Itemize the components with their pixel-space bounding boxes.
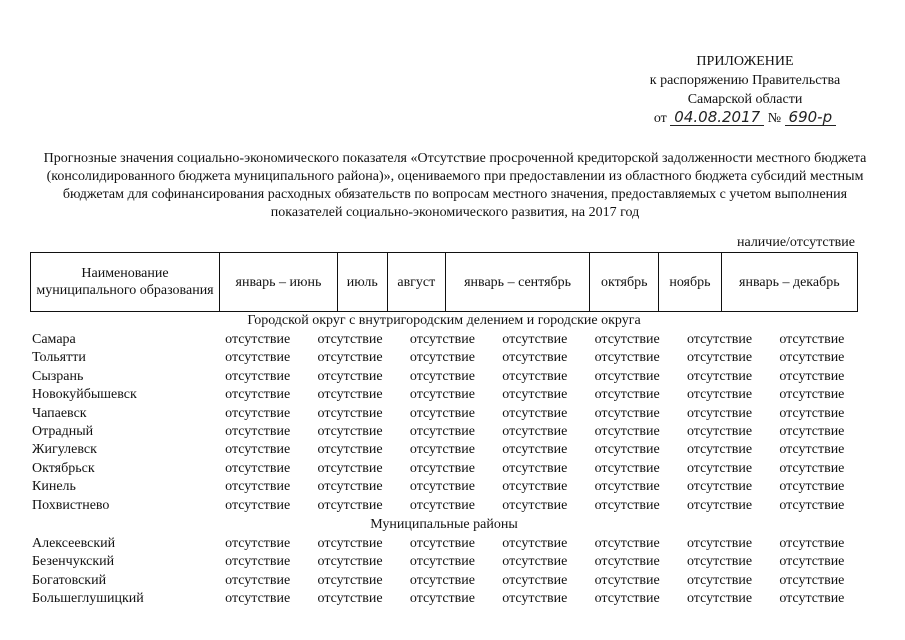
value-cell: отсутствие bbox=[225, 387, 291, 403]
value-cell: отсутствие bbox=[317, 479, 383, 495]
column-header-jul: июль bbox=[337, 253, 387, 312]
value-cell: отсутствие bbox=[409, 442, 475, 458]
value-cell: отсутствие bbox=[409, 350, 475, 366]
number-prefix: № bbox=[767, 111, 782, 126]
value-cell: отсутствие bbox=[317, 387, 383, 403]
value-cell: отсутствие bbox=[779, 572, 845, 588]
value-cell: отсутствие bbox=[225, 405, 291, 421]
value-cell: отсутствие bbox=[686, 423, 753, 439]
header-row bbox=[31, 253, 858, 312]
value-cell: отсутствие bbox=[317, 497, 383, 513]
value-cell: отсутствие bbox=[779, 460, 845, 476]
table-row bbox=[30, 349, 858, 367]
section-title-municipal-districts: Муниципальные районы bbox=[370, 517, 518, 532]
value-cell: отсутствие bbox=[409, 572, 475, 588]
value-cell: отсутствие bbox=[409, 554, 475, 570]
section-title-city-districts: Городской округ с внутригородским делением и городские округа bbox=[247, 313, 641, 328]
value-cell: отсутствие bbox=[317, 405, 383, 421]
table-row bbox=[30, 497, 858, 515]
unit-label: наличие/отсутствие bbox=[736, 235, 855, 250]
municipality-name: Октябрьск bbox=[32, 460, 95, 476]
value-cell: отсутствие bbox=[779, 423, 845, 439]
value-cell: отсутствие bbox=[502, 572, 568, 588]
value-cell: отсутствие bbox=[686, 591, 753, 607]
value-cell: отсутствие bbox=[594, 387, 660, 403]
appendix-line-1: к распоряжению Правительства bbox=[649, 73, 841, 88]
value-cell: отсутствие bbox=[686, 350, 753, 366]
value-cell: отсутствие bbox=[594, 368, 660, 384]
value-cell: отсутствие bbox=[779, 554, 845, 570]
table-row bbox=[30, 478, 858, 496]
value-cell: отсутствие bbox=[225, 591, 291, 607]
value-cell: отсутствие bbox=[594, 536, 660, 551]
value-cell: отсутствие bbox=[317, 591, 383, 607]
value-cell: отсутствие bbox=[225, 332, 291, 347]
appendix-line-2: Самарской области bbox=[687, 92, 803, 107]
value-cell: отсутствие bbox=[594, 442, 660, 458]
value-cell: отсутствие bbox=[225, 423, 291, 439]
value-cell: отсутствие bbox=[779, 479, 845, 495]
table-row bbox=[30, 590, 858, 608]
value-cell: отсутствие bbox=[594, 554, 660, 570]
table-row bbox=[30, 572, 858, 590]
value-cell: отсутствие bbox=[594, 591, 660, 607]
municipality-name: Похвистнево bbox=[32, 497, 110, 513]
value-cell: отсутствие bbox=[317, 332, 383, 347]
value-cell: отсутствие bbox=[317, 368, 383, 384]
value-cell: отсутствие bbox=[686, 405, 753, 421]
value-cell: отсутствие bbox=[594, 497, 660, 513]
municipality-name: Жигулевск bbox=[32, 442, 97, 458]
value-cell: отсутствие bbox=[409, 479, 475, 495]
value-cell: отсутствие bbox=[502, 497, 568, 513]
value-cell: отсутствие bbox=[225, 368, 291, 384]
value-cell: отсутствие bbox=[686, 572, 753, 588]
value-cell: отсутствие bbox=[594, 572, 660, 588]
value-cell: отсутствие bbox=[225, 536, 291, 551]
value-cell: отсутствие bbox=[225, 460, 291, 476]
column-header-jan-jun: январь – июнь bbox=[220, 253, 338, 312]
value-cell: отсутствие bbox=[502, 460, 568, 476]
value-cell: отсутствие bbox=[779, 387, 845, 403]
value-cell: отсутствие bbox=[686, 460, 753, 476]
value-cell: отсутствие bbox=[594, 332, 660, 347]
document-title: Прогнозные значения социально-экономического показателя «Отсутствие просроченной кредиторской задолженности местного бюджета (консолидированного бюджета муниципального района)», оцениваемого при предоставлении из областного бюджета субсидий местным бюджетам для софинансирования расходных обязательств по вопросам местного значения, предоставляемых с учетом выполнения показателей социально-экономического развития, на 2017 год bbox=[43, 151, 867, 220]
value-cell: отсутствие bbox=[409, 387, 475, 403]
table-row bbox=[30, 405, 858, 423]
value-cell: отсутствие bbox=[409, 423, 475, 439]
value-cell: отсутствие bbox=[779, 591, 845, 607]
municipality-name: Чапаевск bbox=[32, 405, 87, 421]
value-cell: отсутствие bbox=[594, 460, 660, 476]
municipality-name: Безенчукский bbox=[32, 554, 115, 570]
value-cell: отсутствие bbox=[779, 497, 845, 513]
value-cell: отсутствие bbox=[502, 332, 568, 347]
value-cell: отсутствие bbox=[317, 536, 383, 551]
value-cell: отсутствие bbox=[686, 442, 753, 458]
municipality-name: Новокуйбышевск bbox=[32, 387, 137, 403]
value-cell: отсутствие bbox=[225, 554, 291, 570]
value-cell: отсутствие bbox=[502, 387, 568, 403]
value-cell: отсутствие bbox=[594, 479, 660, 495]
handwritten-date: 04.08.2017 bbox=[670, 109, 764, 126]
appendix-date-line bbox=[620, 109, 870, 128]
value-cell: отсутствие bbox=[317, 423, 383, 439]
value-cell: отсутствие bbox=[502, 442, 568, 458]
value-cell: отсутствие bbox=[502, 423, 568, 439]
value-cell: отсутствие bbox=[317, 554, 383, 570]
column-header-nov: ноябрь bbox=[659, 253, 721, 312]
table-row bbox=[30, 441, 858, 459]
column-header-oct: октябрь bbox=[590, 253, 659, 312]
municipality-name: Богатовский bbox=[32, 572, 107, 588]
value-cell: отсутствие bbox=[225, 350, 291, 366]
value-cell: отсутствие bbox=[502, 536, 568, 551]
value-cell: отсутствие bbox=[594, 405, 660, 421]
value-cell: отсутствие bbox=[594, 350, 660, 366]
value-cell: отсутствие bbox=[317, 460, 383, 476]
municipality-name: Тольятти bbox=[32, 350, 86, 366]
table-row bbox=[30, 553, 858, 571]
value-cell: отсутствие bbox=[409, 368, 475, 384]
column-header-aug: август bbox=[387, 253, 445, 312]
value-cell: отсутствие bbox=[225, 442, 291, 458]
table-row bbox=[30, 386, 858, 404]
table-row bbox=[30, 368, 858, 386]
value-cell: отсутствие bbox=[225, 497, 291, 513]
value-cell: отсутствие bbox=[317, 442, 383, 458]
municipality-name: Большеглушицкий bbox=[32, 591, 144, 607]
value-cell: отсутствие bbox=[502, 479, 568, 495]
value-cell: отсутствие bbox=[502, 350, 568, 366]
value-cell: отсутствие bbox=[225, 479, 291, 495]
value-cell: отсутствие bbox=[502, 591, 568, 607]
value-cell: отсутствие bbox=[594, 423, 660, 439]
value-cell: отсутствие bbox=[779, 442, 845, 458]
appendix-title: ПРИЛОЖЕНИЕ bbox=[696, 54, 794, 69]
municipal-districts-rows bbox=[30, 535, 858, 609]
municipality-name: Сызрань bbox=[32, 368, 84, 384]
date-prefix: от bbox=[653, 111, 667, 126]
value-cell: отсутствие bbox=[409, 591, 475, 607]
value-cell: отсутствие bbox=[686, 536, 753, 551]
value-cell: отсутствие bbox=[409, 460, 475, 476]
value-cell: отсутствие bbox=[779, 368, 845, 384]
value-cell: отсутствие bbox=[409, 536, 475, 551]
column-header-jan-sep: январь – сентябрь bbox=[445, 253, 589, 312]
value-cell: отсутствие bbox=[686, 479, 753, 495]
value-cell: отсутствие bbox=[686, 332, 753, 347]
value-cell: отсутствие bbox=[225, 572, 291, 588]
value-cell: отсутствие bbox=[502, 368, 568, 384]
table-row bbox=[30, 423, 858, 441]
value-cell: отсутствие bbox=[502, 405, 568, 421]
value-cell: отсутствие bbox=[502, 554, 568, 570]
value-cell: отсутствие bbox=[686, 368, 753, 384]
value-cell: отсутствие bbox=[409, 332, 475, 347]
handwritten-number: 690-р bbox=[785, 109, 837, 126]
municipality-name: Кинель bbox=[32, 479, 76, 495]
value-cell: отсутствие bbox=[779, 405, 845, 421]
value-cell: отсутствие bbox=[779, 536, 845, 551]
municipality-name: Отрадный bbox=[32, 423, 94, 439]
city-districts-rows bbox=[30, 331, 858, 515]
appendix-block bbox=[620, 52, 870, 128]
value-cell: отсутствие bbox=[779, 350, 845, 366]
column-header-jan-dec: январь – декабрь bbox=[721, 253, 857, 312]
value-cell: отсутствие bbox=[317, 350, 383, 366]
table-header bbox=[30, 252, 858, 312]
table-row bbox=[30, 331, 858, 349]
value-cell: отсутствие bbox=[779, 332, 845, 347]
value-cell: отсутствие bbox=[686, 387, 753, 403]
value-cell: отсутствие bbox=[686, 554, 753, 570]
municipality-name: Алексеевский bbox=[32, 536, 116, 551]
value-cell: отсутствие bbox=[686, 497, 753, 513]
table-row bbox=[30, 460, 858, 478]
column-header-name: Наименование муниципального образования bbox=[31, 253, 220, 312]
table-row bbox=[30, 535, 858, 553]
value-cell: отсутствие bbox=[409, 405, 475, 421]
value-cell: отсутствие bbox=[317, 572, 383, 588]
municipality-name: Самара bbox=[32, 332, 76, 347]
value-cell: отсутствие bbox=[409, 497, 475, 513]
